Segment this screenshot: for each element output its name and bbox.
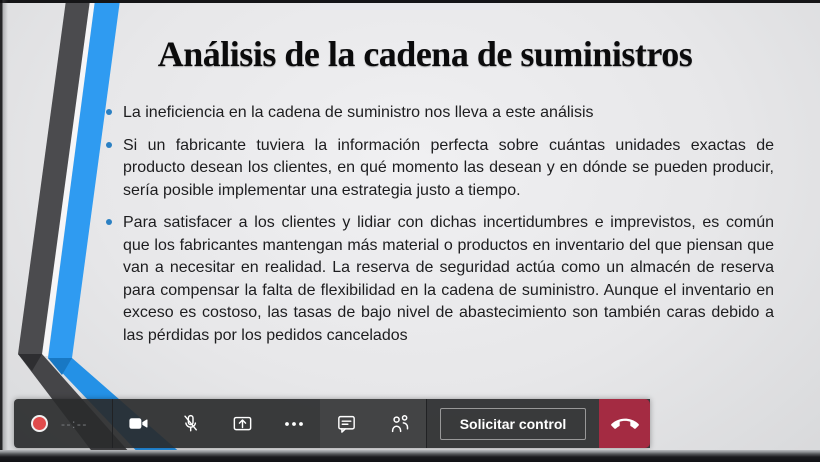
record-indicator-icon[interactable] xyxy=(31,415,48,432)
participants-icon xyxy=(388,412,412,436)
slide-bullet-list xyxy=(104,102,776,357)
window-bottom-edge xyxy=(0,450,820,462)
hang-up-button[interactable] xyxy=(599,399,650,448)
camera-icon xyxy=(127,412,150,435)
bullet-dot-icon xyxy=(106,109,112,115)
request-control-section xyxy=(427,399,599,448)
call-timer: --:-- xyxy=(61,416,88,431)
share-screen-button[interactable] xyxy=(217,399,269,448)
bullet-dot-icon xyxy=(106,219,112,225)
window-left-edge xyxy=(0,0,8,462)
share-screen-icon xyxy=(231,412,254,435)
mic-button[interactable] xyxy=(165,399,217,448)
bullet-text: Si un fabricante tuviera la información perfecta sobre cuántas unidades exactas de producto desean los clientes, en qué momento las desean y en dónde se pueden producir, sería posible implementar una estrategia justo a tiempo. xyxy=(123,136,774,199)
bullet-text: Para satisfacer a los clientes y lidiar con dichas incertidumbres e imprevistos, es común que los fabricantes mantengan más material o productos en inventario del que piensan que van a necesitar en realidad. La reserva de seguridad actúa como un almacén de reserva para compensar la falta de flexibilidad en la cadena de suministro. Aunque el inventario en exceso es costoso, las tasas de bajo nivel de abastecimiento son también caras debido a las pérdidas por los pedidos cancelados xyxy=(123,214,774,344)
camera-button[interactable] xyxy=(113,399,165,448)
bullet-text: La ineficiencia en la cadena de suministro nos lleva a este análisis xyxy=(123,104,594,121)
chat-button[interactable] xyxy=(320,399,373,448)
bullet-item xyxy=(104,212,776,347)
bullet-item xyxy=(104,102,776,125)
window-top-edge xyxy=(0,0,820,3)
more-options-icon xyxy=(282,412,306,436)
participants-button[interactable] xyxy=(373,399,426,448)
bullet-dot-icon xyxy=(106,142,112,148)
bullet-item xyxy=(104,135,776,203)
hang-up-icon xyxy=(611,410,639,438)
media-controls-section xyxy=(113,399,320,448)
chat-icon xyxy=(335,412,358,435)
request-control-button[interactable]: Solicitar control xyxy=(440,408,587,440)
communication-section xyxy=(320,399,426,448)
slide-title: Análisis de la cadena de suministros xyxy=(157,34,693,74)
recording-section xyxy=(14,399,112,448)
call-control-bar xyxy=(14,399,650,448)
mic-muted-icon xyxy=(179,412,202,435)
more-options-button[interactable] xyxy=(268,399,320,448)
